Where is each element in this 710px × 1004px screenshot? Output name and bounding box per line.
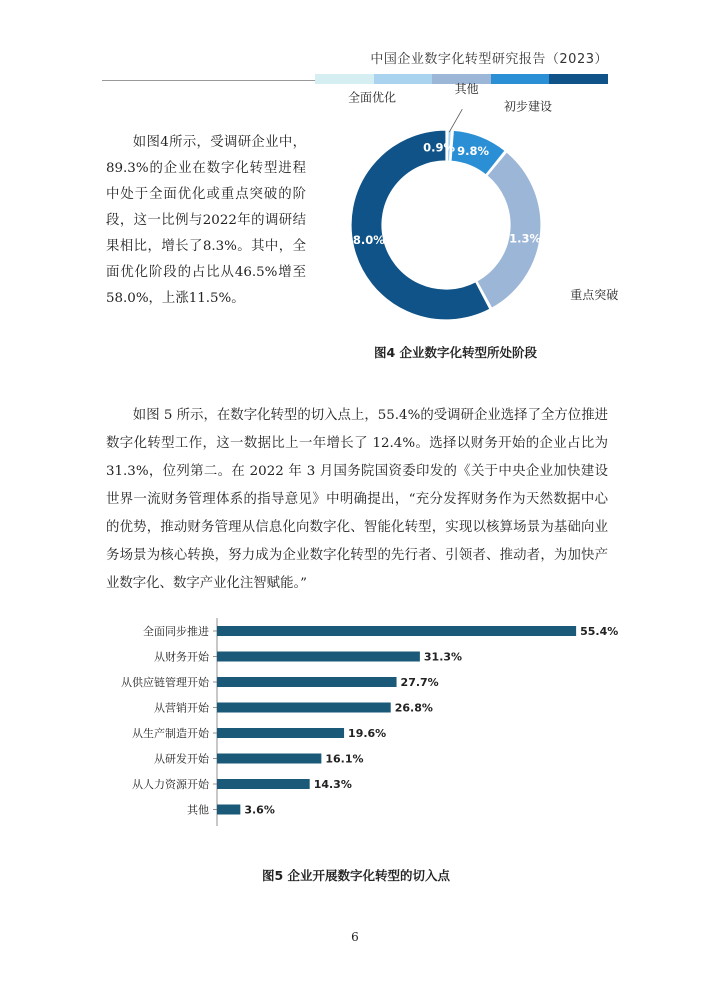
donut-value-label: 0.9% [423,140,456,155]
report-title: 中国企业数字化转型研究报告（2023） [370,52,608,67]
donut-category-label: 其他 [454,82,479,97]
figure4-caption: 图4 企业数字化转型所处阶段 [374,345,538,360]
paragraph-figure4: 如图4所示，受调研企业中，89.3%的企业在数字化转型进程中处于全面优化或重点突破的阶段，这一比例与2022年的调研结果相比，增长了8.3%。其中，全面优化阶段的占比从46.5%增至58.0%，上涨11.5%。 [106,135,306,306]
bar-value-label: 31.3% [423,650,463,664]
donut-value-label: 31.3% [501,231,542,246]
bar-category-label: 从研发开始 [154,752,209,766]
paragraph-figure5: 如图 5 所示，在数字化转型的切入点上，55.4%的受调研企业选择了全方位推进数字化转型工作，这一数据比上一年增长了 12.4%。选择以财务开始的企业占比为 31.3%，位列第二。在 2022 年 3 月国务院国资委印发的《关于中央企业加快建设世界一流财务管理体系的指导意见》中明确提出，“充分发挥财务作为天然数据中心的优势，推动财务管理从信息化向数字化、智能化转型，实现以核算场景为基础向业务场景为核心转换，努力成为企业数字化转型的先行者、引领者、推动者，为加快产业数字化、数字产业化注智赋能。” [106,408,608,591]
bar-value-label: 27.7% [400,676,439,689]
bar-value-label: 19.6% [348,727,387,740]
bar-value-label: 55.4% [580,625,619,638]
bar-value-label: 26.8% [394,701,433,715]
header-bar-segment [374,74,433,84]
bar [217,677,397,687]
donut-value-label: 58.0% [344,232,385,247]
donut-category-label: 初步建设 [503,99,552,114]
bar-value-label: 16.1% [325,752,364,766]
header-rule [102,80,315,81]
bar-category-label: 从财务开始 [154,650,209,664]
donut-category-label: 全面优化 [347,90,397,105]
bar-category-label: 从生产制造开始 [132,727,209,740]
header-bar-segment [315,74,374,84]
bar [217,703,391,713]
figure5-caption: 图5 企业开展数字化转型的切入点 [262,868,451,883]
bar [217,626,576,636]
bar [217,754,321,764]
bar-category-label: 从营销开始 [154,701,209,715]
bar [217,652,420,662]
bar-chart-figure5 [100,618,640,828]
donut-category-label: 重点突破 [570,287,619,302]
page-number: 6 [351,930,359,944]
bar-category-label: 其他 [187,803,209,817]
bar-category-label: 从人力资源开始 [132,778,209,791]
donut-chart-figure4 [300,82,620,340]
donut-slice [477,152,541,308]
donut-leader-line [449,109,462,132]
bar-category-label: 从供应链管理开始 [121,676,209,689]
bar [217,805,240,815]
bar [217,779,310,789]
header-bar-segment [549,74,608,84]
donut-value-label: 9.8% [457,144,490,159]
bar-category-label: 全面同步推进 [143,625,209,638]
bar [217,728,344,738]
bar-value-label: 14.3% [313,778,352,791]
bar-value-label: 3.6% [244,803,275,817]
header-bar-segment [491,74,550,84]
